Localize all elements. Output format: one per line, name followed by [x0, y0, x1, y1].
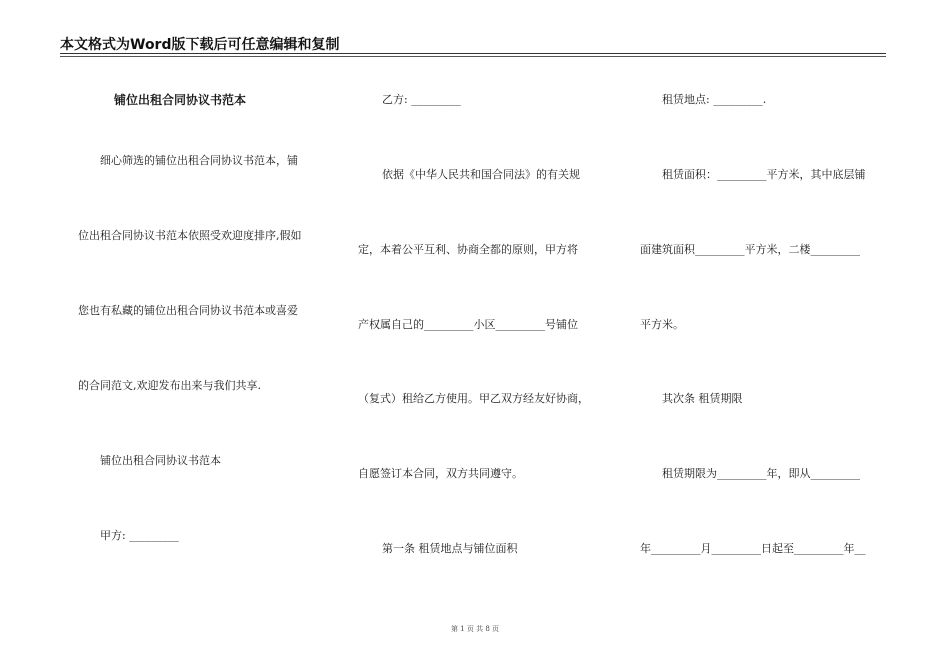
text-line: 租赁地点: _________. [662, 93, 767, 106]
text-line: 的合同范文,欢迎发布出来与我们共享. [78, 379, 261, 392]
text-line: 依据《中华人民共和国合同法》的有关规 [382, 168, 580, 181]
document-title: 铺位出租合同协议书范本 [114, 93, 247, 107]
text-line: 自愿签订本合同，双方共同遵守。 [358, 467, 523, 480]
text-line: 年_________月_________日起至_________年__ [640, 542, 866, 555]
text-line: 铺位出租合同协议书范本 [100, 454, 221, 467]
text-column-1 [78, 0, 328, 640]
text-line: 位出租合同协议书范本依照受欢迎度排序,假如 [78, 229, 302, 242]
text-line: 定，本着公平互利、协商全都的原则，甲方将 [358, 243, 578, 256]
text-line: 产权属自己的_________小区_________号铺位 [358, 318, 578, 331]
page-header-title: 本文格式为Word版下载后可任意编辑和复制 [60, 37, 340, 53]
text-line: 租赁面积：_________平方米，其中底层铺 [662, 168, 866, 181]
text-column-3 [640, 0, 890, 640]
section-heading: 其次条 租赁期限 [662, 392, 743, 405]
section-heading: 第一条 租赁地点与铺位面积 [382, 542, 518, 555]
text-line: 您也有私藏的铺位出租合同协议书范本或喜爱 [78, 304, 298, 317]
page-number: 第 1 页 共 8 页 [450, 625, 500, 633]
text-line: 面建筑面积_________平方米，二楼_________ [640, 243, 860, 256]
text-line: 甲方: _________ [100, 529, 179, 542]
text-column-2 [358, 0, 608, 640]
text-line: 平方米。 [640, 318, 684, 331]
text-line: 租赁期限为_________年，即从_________ [662, 467, 860, 480]
text-line: （复式）租给乙方使用。甲乙双方经友好协商， [358, 392, 589, 405]
text-line: 细心筛选的铺位出租合同协议书范本，铺 [100, 154, 298, 167]
text-line: 乙方: _________ [382, 93, 461, 106]
